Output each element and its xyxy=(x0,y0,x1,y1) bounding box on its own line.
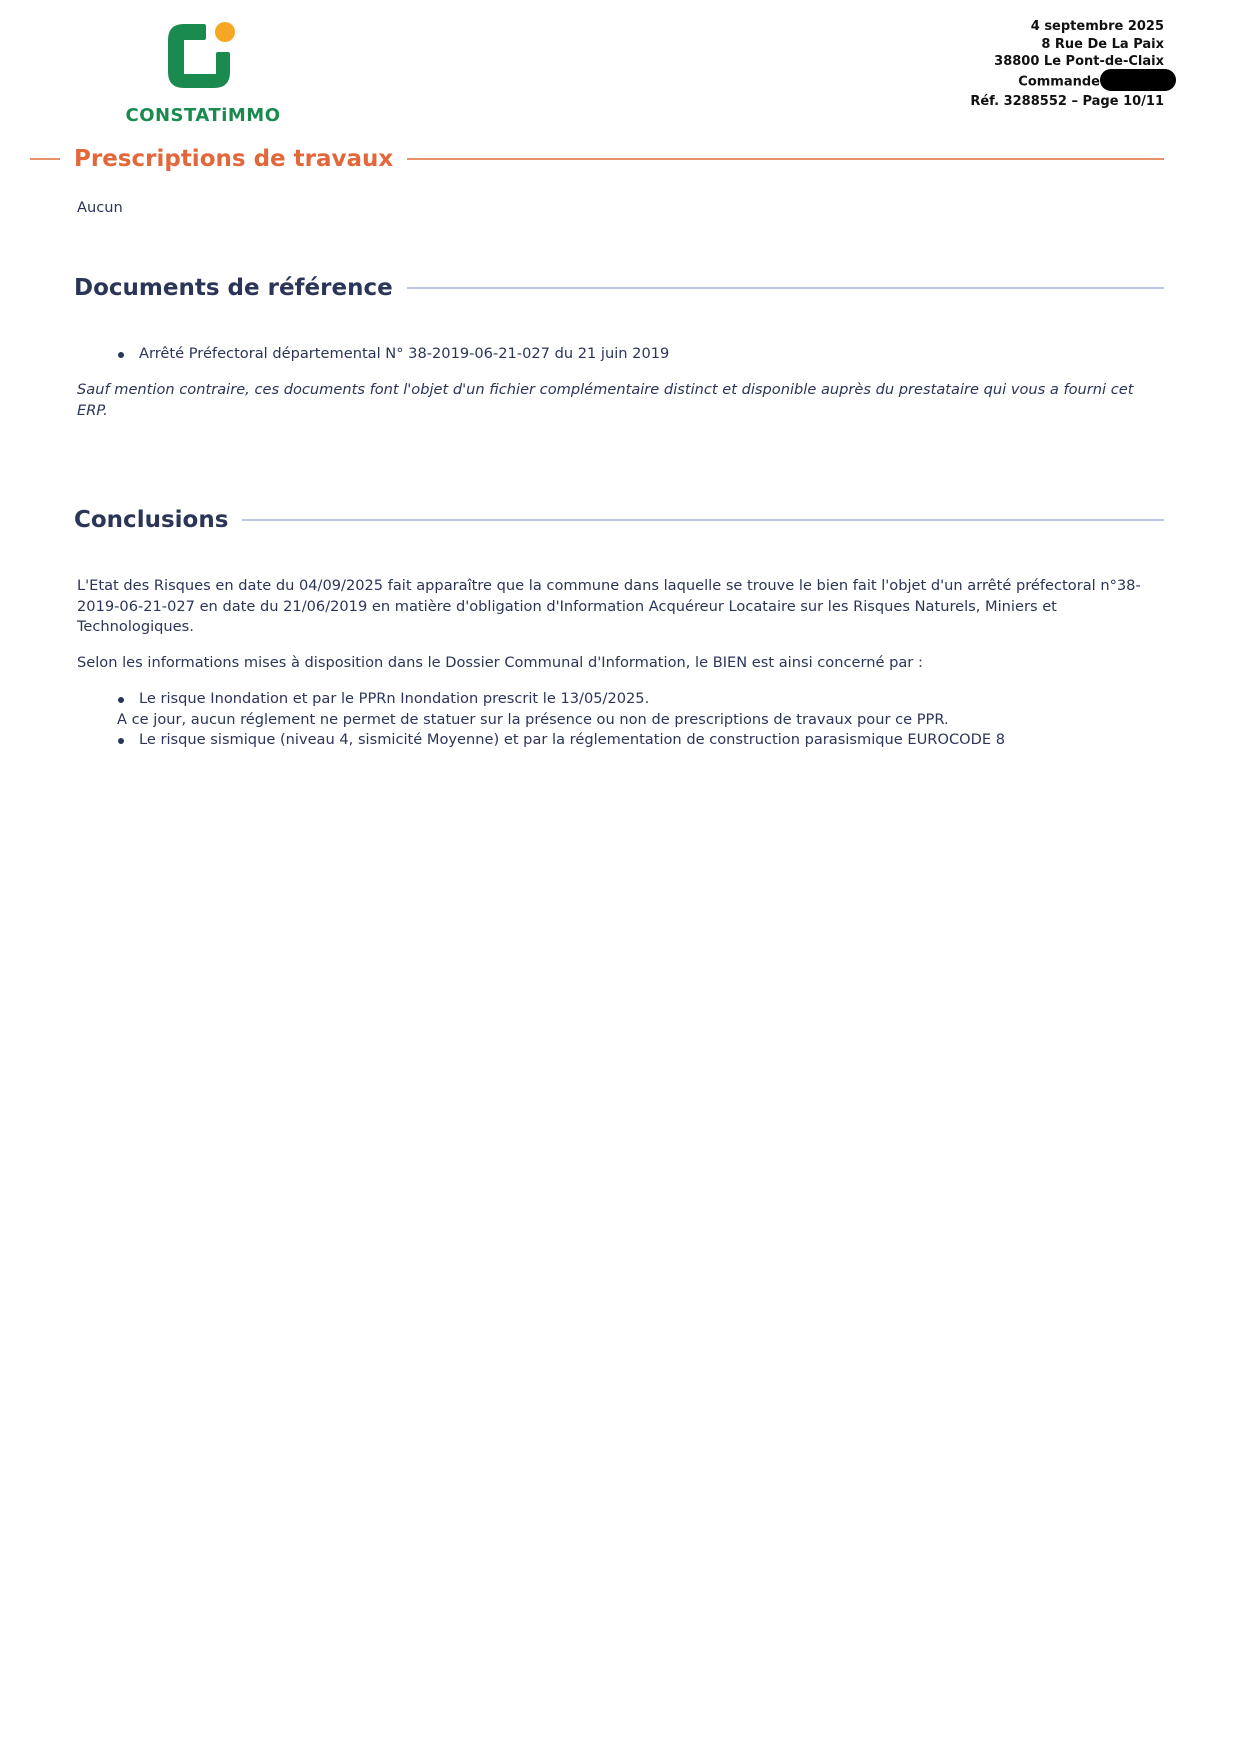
header-reference: Réf. 3288552 – Page 10/11 xyxy=(970,93,1164,109)
conclusions-list xyxy=(77,689,1167,751)
references-note: Sauf mention contraire, ces documents font l'objet d'un fichier complémentaire distinct et disponible auprès du prestataire qui vous a fourni cet ERP. xyxy=(77,381,1134,419)
prescriptions-body: Aucun xyxy=(77,199,123,216)
header-date: 4 septembre 2025 xyxy=(1030,19,1164,34)
section-title-conclusions xyxy=(74,507,1164,533)
references-list xyxy=(77,344,1167,365)
brand-logo xyxy=(118,20,288,130)
section-heading: Conclusions xyxy=(74,507,229,533)
list-item xyxy=(77,689,1167,710)
conclusion-item-text: Le risque sismique (niveau 4, sismicité Moyenne) et par la réglementation de construction parasismique EUROCODE 8 xyxy=(139,731,1005,748)
section-heading: Documents de référence xyxy=(74,275,393,301)
list-item-note xyxy=(77,710,1167,731)
conclusion-item-note: A ce jour, aucun réglement ne permet de statuer sur la présence ou non de prescriptions de travaux pour ce PPR. xyxy=(117,710,949,728)
title-rule xyxy=(30,158,60,160)
header-city: 38800 Le Pont-de-Claix xyxy=(994,54,1164,69)
section-title-references xyxy=(74,275,1164,301)
title-rule xyxy=(407,287,1164,289)
document-header-info xyxy=(970,18,1164,110)
section-heading: Prescriptions de travaux xyxy=(74,146,394,172)
conclusion-item-text: Le risque Inondation et par le PPRn Inondation prescrit le 13/05/2025. xyxy=(139,690,650,707)
redaction-mark xyxy=(1100,69,1176,91)
header-order xyxy=(970,71,1164,93)
logo-mark-icon xyxy=(162,20,242,96)
bullet-icon xyxy=(118,352,124,358)
header-street: 8 Rue De La Paix xyxy=(1041,36,1164,52)
list-item xyxy=(77,730,1167,751)
brand-wordmark: CONSTATiMMO xyxy=(125,105,281,126)
bullet-icon xyxy=(118,697,124,703)
header-order-label: Commande xyxy=(1018,74,1100,89)
list-item xyxy=(77,344,1167,365)
section-title-prescriptions xyxy=(30,146,1164,172)
reference-item-text: Arrêté Préfectoral départemental N° 38-2019-06-21-027 du 21 juin 2019 xyxy=(139,345,670,362)
title-rule xyxy=(407,158,1164,160)
bullet-icon xyxy=(118,738,124,744)
conclusions-paragraph-1: L'Etat des Risques en date du 04/09/2025 fait apparaître que la commune dans laquelle se trouve le bien fait l'objet d'un arrêté préfectoral n°38-2019-06-21-027 en date du 21/06/2019 en matière d'obligation d'Information Acquéreur Locataire sur les Risques Naturels, Miniers et Technologiques. xyxy=(77,577,1141,635)
title-rule xyxy=(242,519,1164,521)
conclusions-paragraph-2: Selon les informations mises à disposition dans le Dossier Communal d'Information, le BIEN est ainsi concerné par : xyxy=(77,654,923,671)
